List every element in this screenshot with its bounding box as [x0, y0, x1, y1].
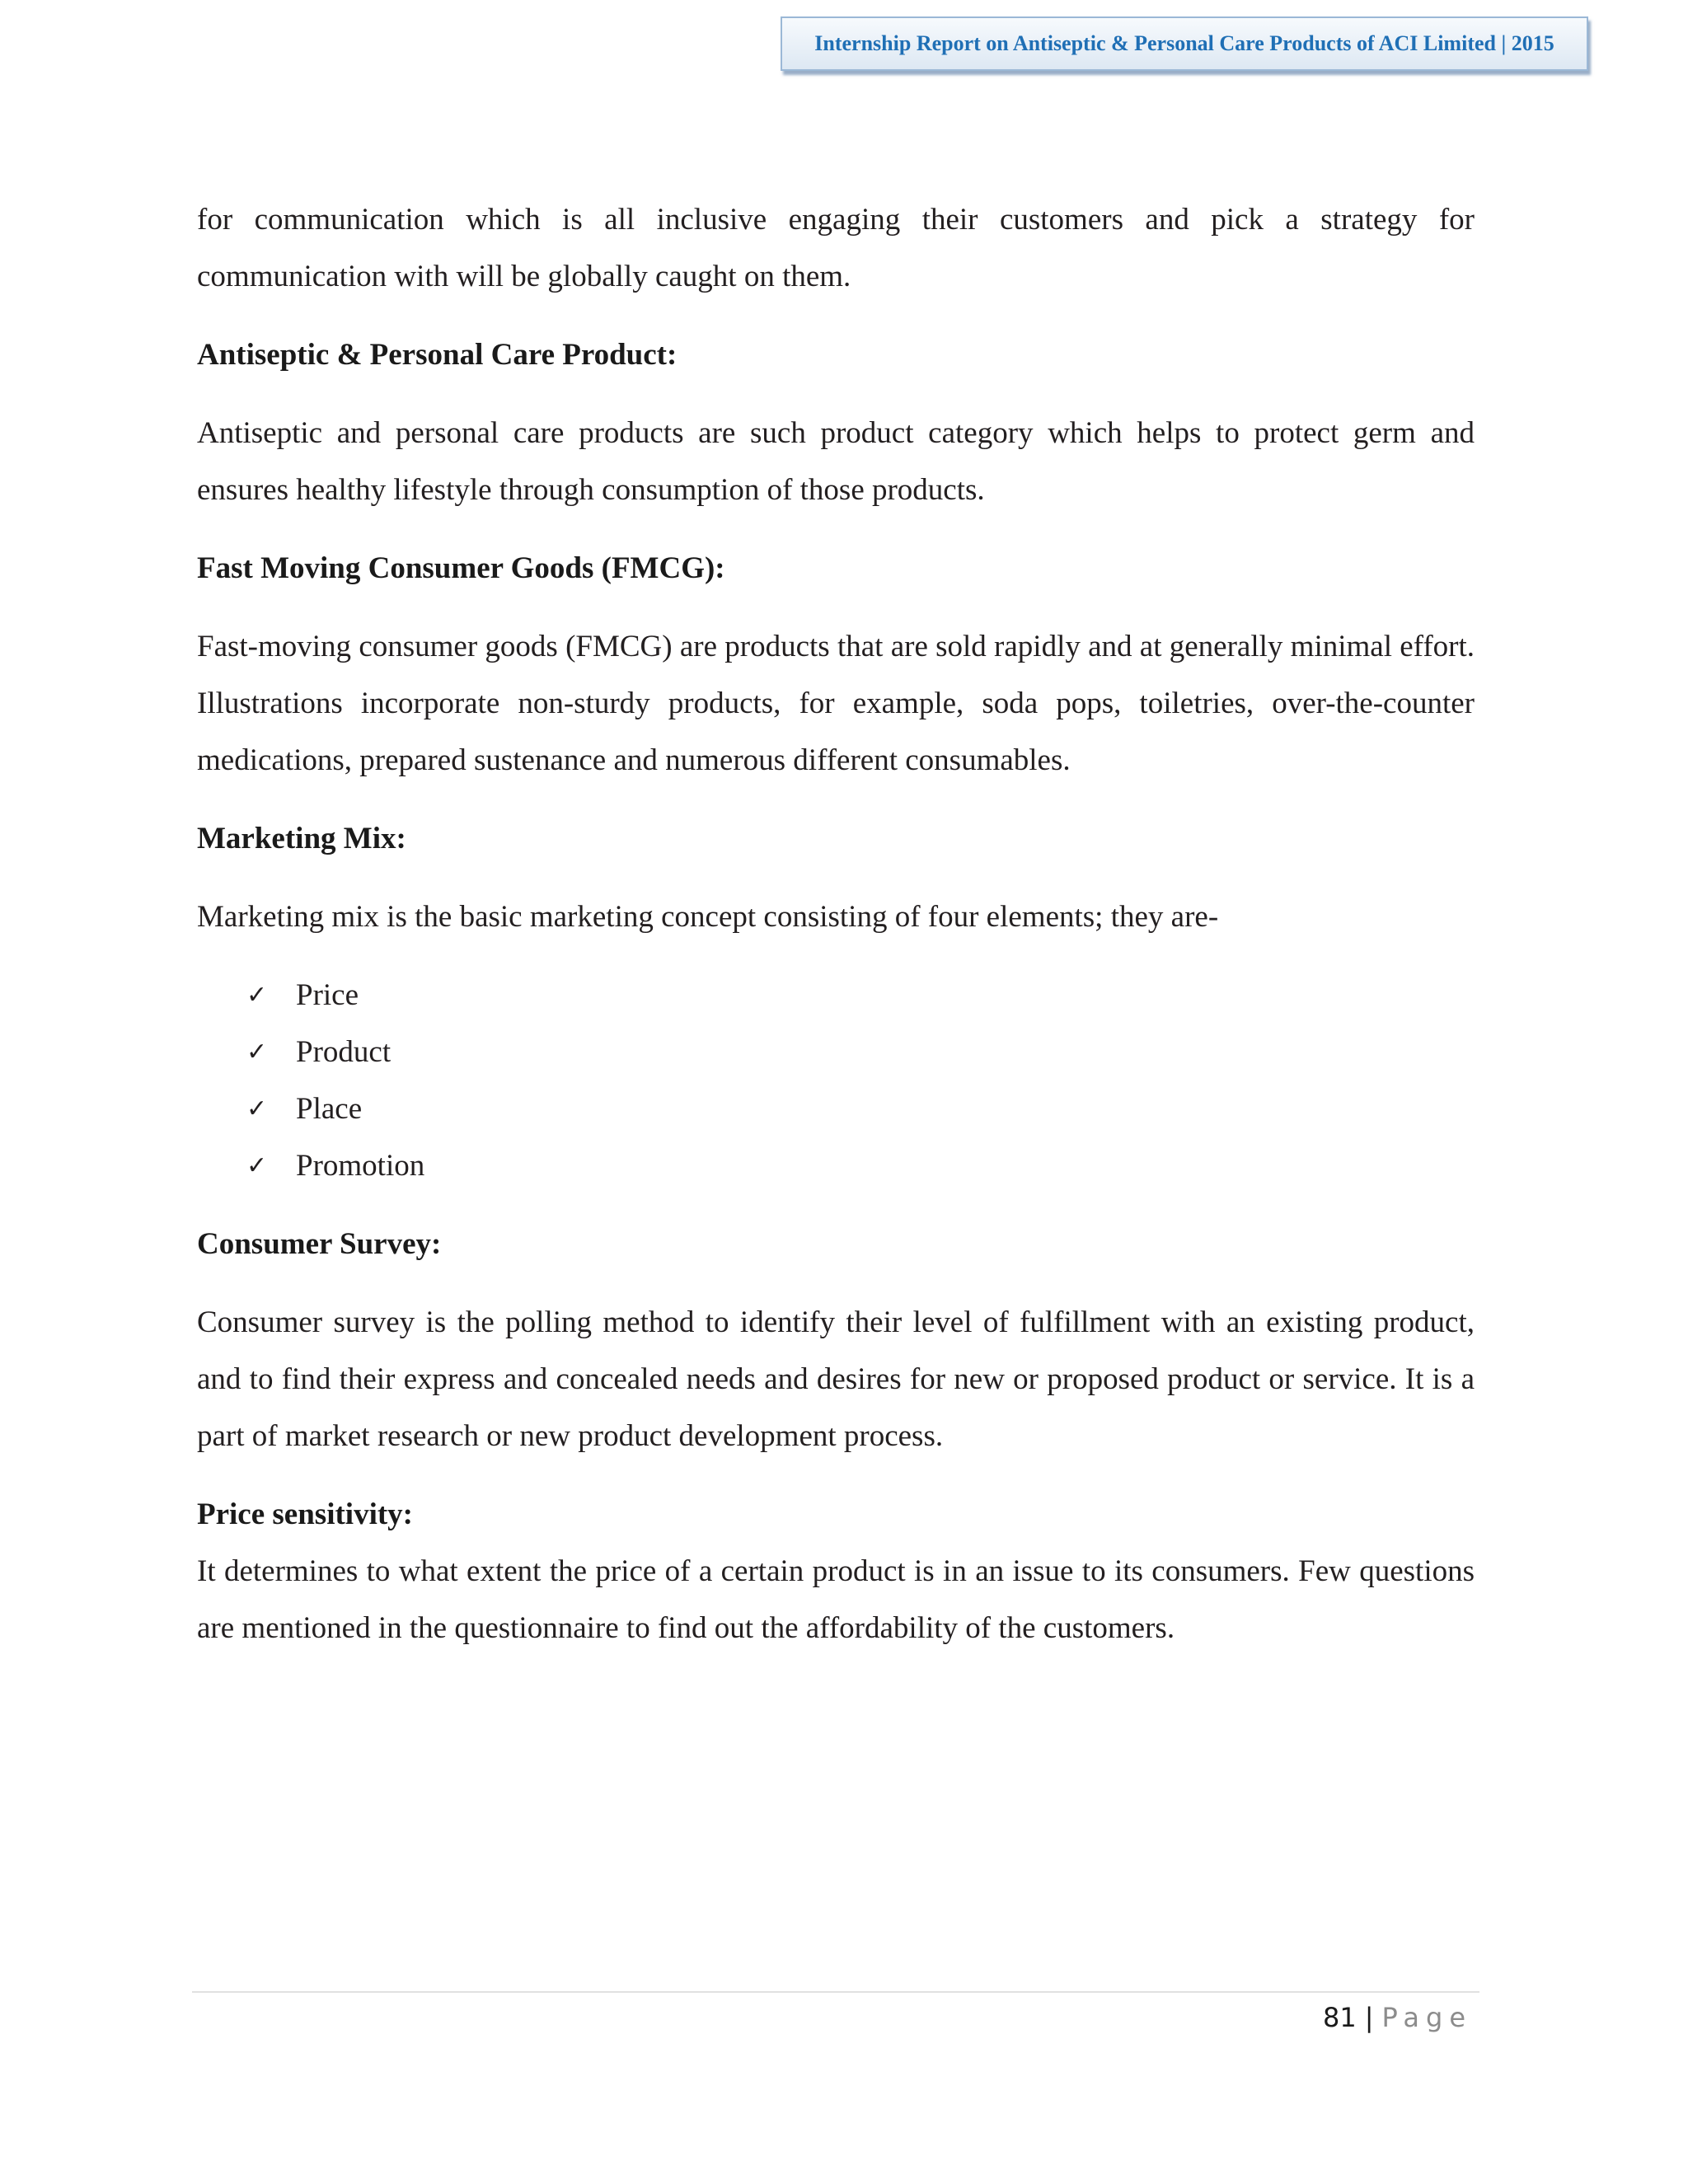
section-text-fmcg: Fast-moving consumer goods (FMCG) are products that are sold rapidly and at generally minimal effort. Illustrations incorporate non-sturdy products, for example, soda pops, toiletries, over-the-counter medications, prepared sustenance and numerous different consumables.: [197, 630, 1475, 777]
checkmark-icon: ✓: [246, 1151, 268, 1180]
list-item: [197, 1080, 1475, 1137]
page-content: [197, 191, 1475, 1657]
running-header-title: Internship Report on Antiseptic & Personal Care Products of ACI Limited | 2015: [814, 31, 1554, 55]
page-footer: [1323, 1994, 1472, 2041]
list-item-label: Place: [296, 1092, 363, 1126]
intro-paragraph: for communication which is all inclusive engaging their customers and pick a strategy for communication with will be globally caught on them.: [197, 203, 1475, 293]
section-text-antiseptic: Antiseptic and personal care products are such product category which helps to protect germ and ensures healthy lifestyle through consumption of those products.: [197, 416, 1475, 507]
checkmark-icon: ✓: [246, 1094, 268, 1123]
list-item-label: Promotion: [296, 1149, 425, 1183]
list-item-label: Product: [296, 1035, 392, 1069]
marketing-mix-list: [197, 967, 1475, 1194]
section-text-price-sensitivity: It determines to what extent the price of a certain product is in an issue to its consumers. Few questions are mentioned in the questionnaire to find out the affordability of the customers.: [197, 1554, 1475, 1645]
section-heading-antiseptic: Antiseptic & Personal Care Product:: [197, 338, 678, 372]
page-label: Page: [1381, 2002, 1472, 2033]
running-header: [781, 16, 1588, 71]
section-text-consumer-survey: Consumer survey is the polling method to identify their level of fulfillment with an existing product, and to find their express and concealed needs and desires for new or proposed product or service. It is a part of market research or new product development process.: [197, 1305, 1475, 1453]
section-heading-marketing-mix: Marketing Mix:: [197, 822, 406, 855]
list-item-label: Price: [296, 978, 359, 1012]
section-heading-price-sensitivity: Price sensitivity:: [197, 1497, 413, 1531]
section-heading-consumer-survey: Consumer Survey:: [197, 1227, 442, 1261]
section-heading-fmcg: Fast Moving Consumer Goods (FMCG):: [197, 551, 725, 585]
checkmark-icon: ✓: [246, 1038, 268, 1066]
checkmark-icon: ✓: [246, 981, 268, 1010]
page-number: 81: [1323, 2002, 1357, 2033]
footer-divider: [192, 1991, 1479, 1993]
list-item: [197, 1024, 1475, 1080]
list-item: [197, 967, 1475, 1024]
list-item: [197, 1137, 1475, 1194]
footer-separator: |: [1364, 2002, 1374, 2033]
section-text-marketing-mix: Marketing mix is the basic marketing concept consisting of four elements; they are-: [197, 900, 1219, 934]
